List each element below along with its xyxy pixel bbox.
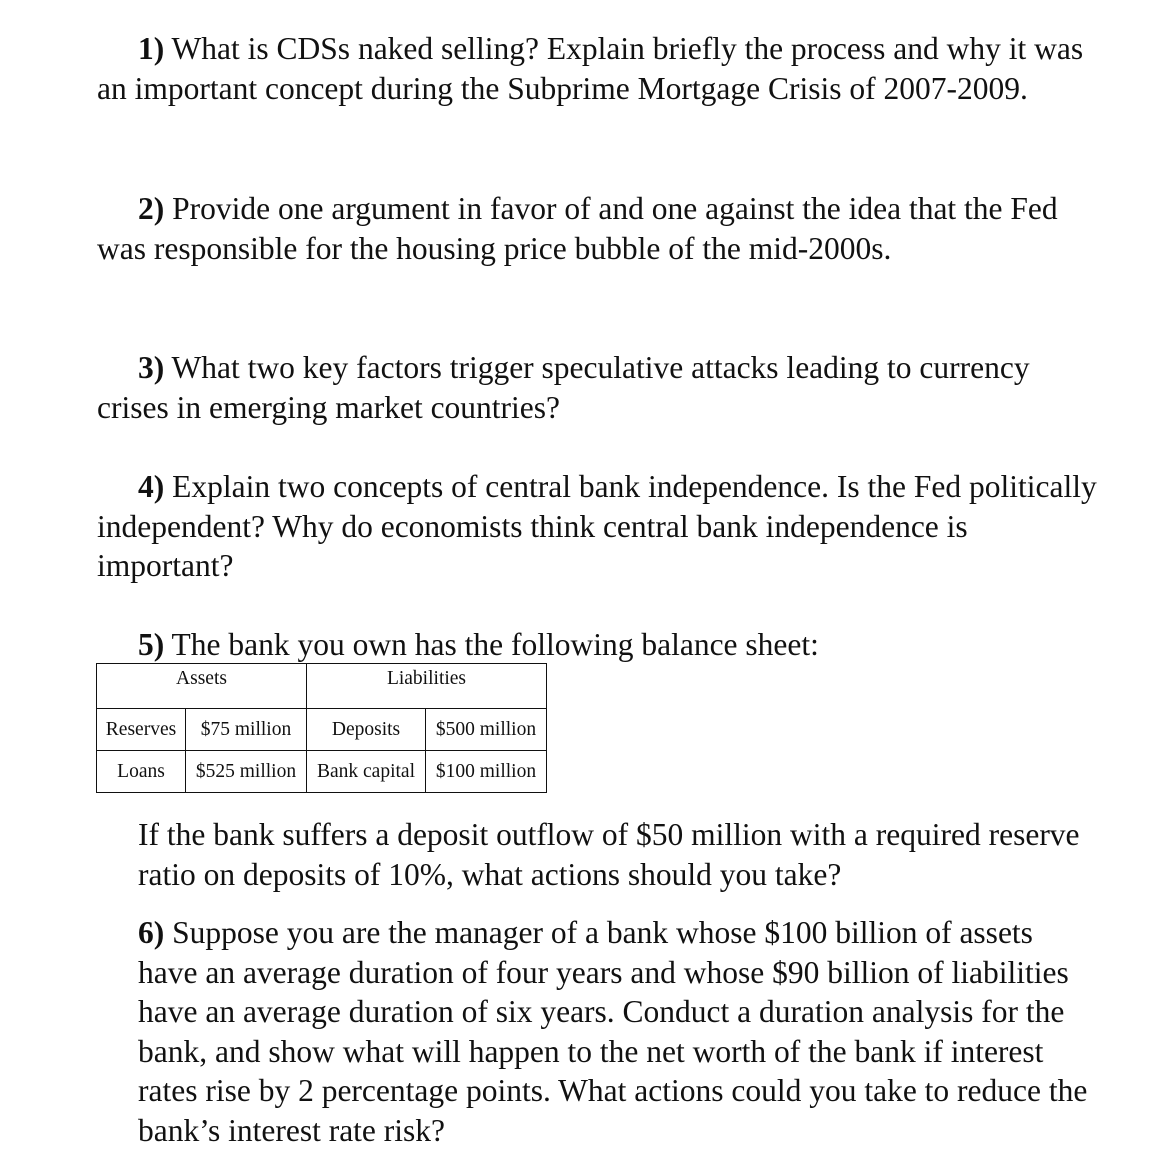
question-1 bbox=[97, 29, 1097, 108]
balance-sheet-table bbox=[96, 663, 547, 793]
balance-sheet-header-row bbox=[97, 664, 547, 709]
question-2 bbox=[97, 189, 1097, 268]
question-text: Explain two concepts of central bank independence. Is the Fed politically independent? Why do economists think central bank independence is important? bbox=[97, 469, 1097, 584]
balance-sheet-row bbox=[97, 751, 547, 793]
question-text: The bank you own has the following balance sheet: bbox=[164, 627, 819, 662]
assets-header: Assets bbox=[97, 664, 307, 709]
question-text: What two key factors trigger speculative attacks leading to currency crises in emerging market countries? bbox=[97, 350, 1030, 425]
liabilities-header: Liabilities bbox=[307, 664, 547, 709]
liability-label: Deposits bbox=[307, 709, 426, 751]
liability-label: Bank capital bbox=[307, 751, 426, 793]
question-3 bbox=[97, 348, 1097, 427]
question-number: 1) bbox=[138, 31, 165, 66]
question-text: Suppose you are the manager of a bank whose $100 billion of assets have an average duration of four years and whose $90 billion of liabilities have an average duration of six years. Conduct a duration analysis for the bank, and show what will happen to the net worth of the bank if interest rates rise by 2 percentage points. What actions could you take to reduce the bank’s interest rate risk? bbox=[138, 915, 1088, 1148]
asset-label: Reserves bbox=[97, 709, 186, 751]
question-5-continuation: If the bank suffers a deposit outflow of $50 million with a required reserve ratio on deposits of 10%, what actions should you take? bbox=[138, 817, 1080, 892]
liability-value: $500 million bbox=[426, 709, 547, 751]
asset-value: $75 million bbox=[186, 709, 307, 751]
liability-value: $100 million bbox=[426, 751, 547, 793]
question-number: 4) bbox=[138, 469, 165, 504]
question-6 bbox=[138, 913, 1098, 1151]
question-number: 6) bbox=[138, 915, 165, 950]
question-4 bbox=[97, 467, 1097, 586]
question-number: 2) bbox=[138, 191, 165, 226]
asset-label: Loans bbox=[97, 751, 186, 793]
question-5 bbox=[138, 625, 1038, 665]
question-number: 3) bbox=[138, 350, 165, 385]
balance-sheet-row bbox=[97, 709, 547, 751]
question-text: Provide one argument in favor of and one against the idea that the Fed was responsible for the housing price bubble of the mid-2000s. bbox=[97, 191, 1058, 266]
question-text: What is CDSs naked selling? Explain briefly the process and why it was an important concept during the Subprime Mortgage Crisis of 2007-2009. bbox=[97, 31, 1084, 106]
asset-value: $525 million bbox=[186, 751, 307, 793]
question-number: 5) bbox=[138, 627, 165, 662]
